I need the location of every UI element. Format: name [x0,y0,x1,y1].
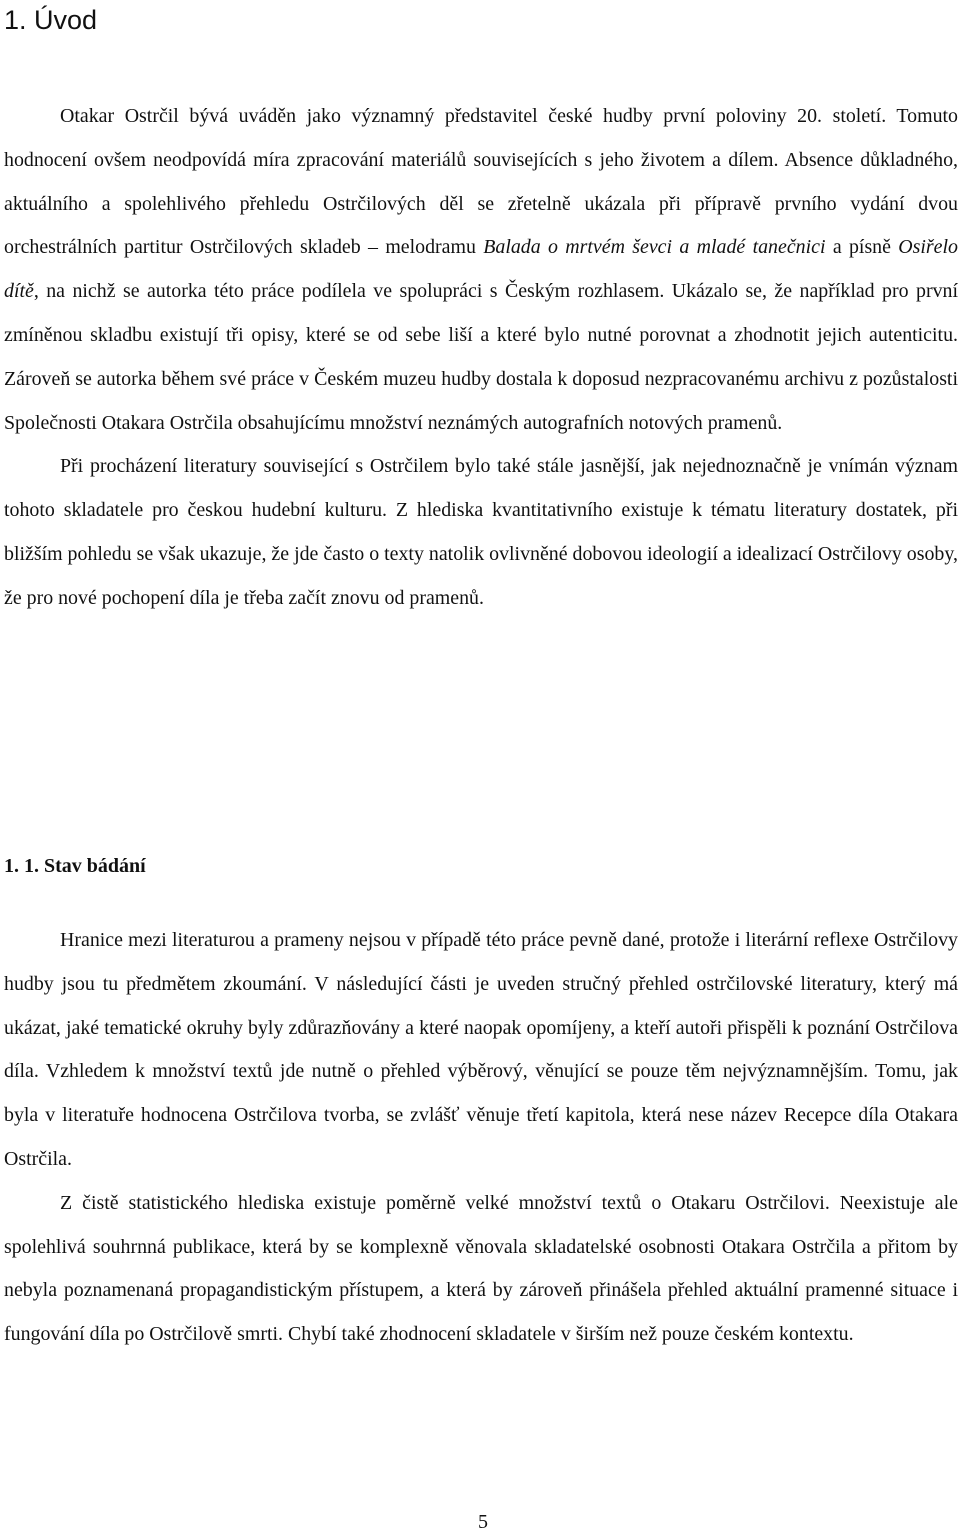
work-title-balada: Balada o mrtvém ševci a mladé tanečnici [483,236,826,259]
work-title-osirelo-dite: Osiřelo dítě [4,236,958,303]
research-section [4,919,958,1357]
research-paragraph-1: Hranice mezi literaturou a prameny nejsou v případě této práce pevně dané, protože i literární reflexe Ostrčilovy hudby jsou tu předmětem zkoumání. V následující části je uveden stručný přehled ostrčilovské literatury, který má ukázat, jaké tematické okruhy byly zdůrazňovány a které naopak opomíjeny, a kteří autoři přispěli k poznání Ostrčilova díla. Vzhledem k množství textů jde nutně o přehled výběrový, věnující se pouze těm nejvýznamnějším. Tomu, jak byla v literatuře hodnocena Ostrčilova tvorba, se zvlášť věnuje třetí kapitola, která nese název Recepce díla Otakara Ostrčila. [4,929,958,1170]
intro-paragraph-1 [4,95,958,445]
research-paragraph-2: Z čistě statistického hlediska existuje poměrně velké množství textů o Otakaru Ostrčilovi. Neexistuje ale spolehlivá souhrnná publikace, která by se komplexně věnovala skladatelské osobnosti Otakara Ostrčila a přitom by nebyla poznamenaná propagandistickým přístupem, a která by zároveň přinášela přehled aktuální pramenné situace i fungování díla po Ostrčilově smrti. Chybí také zhodnocení skladatele v širším než pouze českém kontextu. [4,1191,958,1346]
intro-section [4,95,958,621]
section-heading: 1. 1. Stav bádání [4,855,146,877]
intro-text-part-1: Otakar Ostrčil bývá uváděn jako významný představitel české hudby první poloviny 20. století. Tomuto hodnocení ovšem neodpovídá míra zpracování materiálů souvisejících s jeho životem a dílem. Absence důkladného, aktuálního a spolehlivého přehledu Ostrčilových děl se zřetelně ukázala při přípravě prvního vydání dvou orchestrálních partitur Ostrčilových skladeb – melodramu [4,105,958,259]
intro-text-part-2: a písně [825,236,899,259]
page-number: 5 [478,1511,488,1533]
intro-paragraph-2: Při procházení literatury související s Ostrčilem bylo také stále jasnější, jak nejednoznačně je vnímán význam tohoto skladatele pro českou hudební kulturu. Z hlediska kvantitativního existuje k tématu literatury dostatek, při bližším pohledu se však ukazuje, že jde často o texty natolik ovlivněné dobovou ideologií a idealizací Ostrčilovy osoby, že pro nové pochopení díla je třeba začít znovu od pramenů. [4,455,958,609]
chapter-heading: 1. Úvod [4,5,98,35]
intro-text-part-3: , na nichž se autorka této práce podílela ve spolupráci s Českým rozhlasem. Ukázalo se, že například pro první zmíněnou skladbu existují tři opisy, které se od sebe liší a které bylo nutné porovnat a zhodnotit jejich autenticitu. Zároveň se autorka během své práce v Českém muzeu hudby dostala k doposud nezpracovanému archivu z pozůstalosti Společnosti Otakara Ostrčila obsahujícímu množství neznámých autografních notových pramenů. [4,280,958,434]
